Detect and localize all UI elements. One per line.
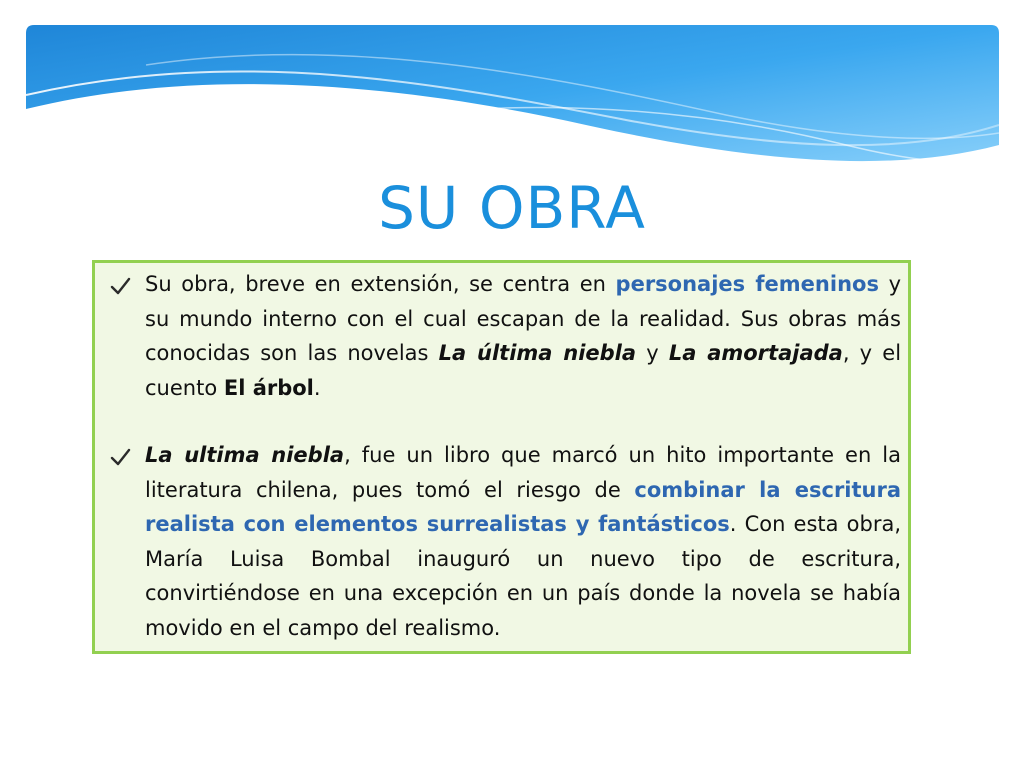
slide-title: SU OBRA	[378, 174, 646, 242]
header-wave-banner	[26, 25, 999, 175]
bullet-paragraph-2	[145, 438, 901, 645]
novel-title-1: La última niebla	[438, 341, 637, 365]
bullet-1-text-2: y su mundo interno con el cual escapan de la realidad. Sus obras más conocidas son las novelas	[145, 272, 901, 365]
bullet-1-text-1: Su obra, breve en extensión, se centra en	[145, 272, 616, 296]
bullet-1-highlight: personajes femeninos	[615, 272, 879, 296]
bullet-2-text-1: , fue un libro que marcó un hito importante en la literatura chilena, pues tomó el riesgo de	[145, 443, 901, 502]
checkmark-icon	[109, 275, 131, 297]
bullet-2-text-2: . Con esta obra, María Luisa Bombal inauguró un nuevo tipo de escritura, convirtiéndose en una excepción en un país donde la novela se había movido en el campo del realismo.	[145, 512, 902, 640]
novel-title-2: La amortajada	[668, 341, 843, 365]
bullet-paragraph-1	[145, 267, 901, 405]
content-box	[92, 260, 911, 654]
bullet-1-text-4: , y el cuento	[145, 341, 902, 400]
novel-title-3: La ultima niebla	[145, 443, 345, 467]
bullet-1-text-3: y	[636, 341, 669, 365]
bullet-2-highlight: combinar la escritura realista con elementos surrealistas y fantásticos	[145, 477, 902, 536]
story-title: El árbol	[223, 375, 314, 400]
bullet-1-text-5: .	[313, 375, 321, 400]
checkmark-icon	[109, 446, 131, 468]
